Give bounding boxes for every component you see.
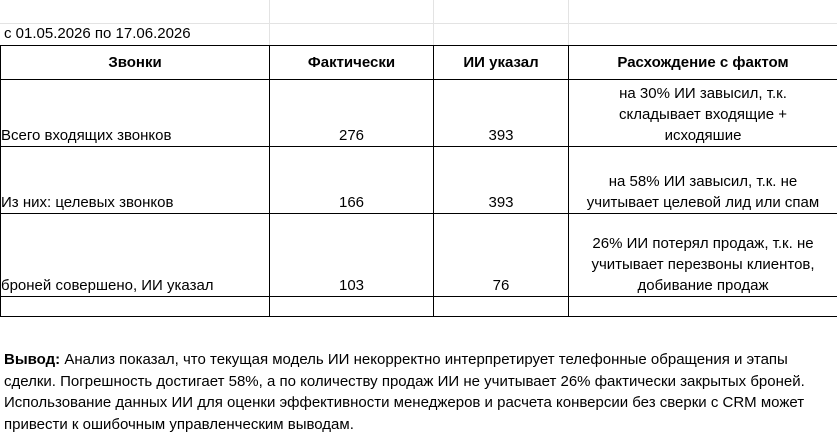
header-ai: ИИ указал	[434, 46, 569, 80]
header-calls: Звонки	[1, 46, 270, 80]
row-label: броней совершено, ИИ указал	[1, 214, 270, 297]
row-label: Всего входящих звонков	[1, 80, 270, 147]
ai-value: 76	[434, 214, 569, 297]
discrepancy-note	[569, 214, 837, 297]
ai-value: 393	[434, 147, 569, 214]
empty-cell	[270, 297, 434, 317]
header-actual: Фактически	[270, 46, 434, 80]
note-line: добивание продаж	[637, 277, 769, 294]
note-line: учитывает перезвоны клиентов,	[591, 256, 815, 273]
conclusion-text: Анализ показал, что текущая модель ИИ некорректно интерпретирует телефонные обращения и этапы сделки. Погрешность достигает 58%, а по количеству продаж ИИ не учитывает 26% фактически закрытых броней. Использование данных ИИ для оценки эффективности менеджеров и расчета конверсии без сверки с CRM может привести к ошибочным управленческим выводам.	[4, 351, 805, 433]
discrepancy-note	[569, 80, 837, 147]
note-line: на 30% ИИ завысил, т.к.	[619, 85, 787, 102]
row-label: Из них: целевых звонков	[1, 147, 270, 214]
actual-value: 103	[270, 214, 434, 297]
empty-cell	[1, 297, 270, 317]
actual-value: 166	[270, 147, 434, 214]
ai-value: 393	[434, 80, 569, 147]
calls-comparison-table	[0, 45, 837, 317]
note-line: учитывает целевой лид или спам	[586, 194, 820, 211]
table-row	[1, 80, 837, 147]
header-discrepancy: Расхождение с фактом	[569, 46, 837, 80]
note-line: 26% ИИ потерял продаж, т.к. не	[592, 235, 814, 252]
period-range: с 01.05.2026 по 17.06.2026	[4, 25, 191, 42]
table-row	[1, 147, 837, 214]
actual-value: 276	[270, 80, 434, 147]
conclusion-paragraph	[4, 349, 834, 435]
empty-cell	[569, 297, 837, 317]
empty-row	[1, 297, 837, 317]
discrepancy-note	[569, 147, 837, 214]
note-line: на 58% ИИ завысил, т.к. не	[608, 173, 798, 190]
table-header-row	[1, 46, 837, 80]
note-line: исходяшие	[664, 127, 742, 144]
note-line: складывает входящие +	[618, 106, 788, 123]
table-row	[1, 214, 837, 297]
conclusion-label: Вывод:	[4, 351, 61, 368]
empty-cell	[434, 297, 569, 317]
